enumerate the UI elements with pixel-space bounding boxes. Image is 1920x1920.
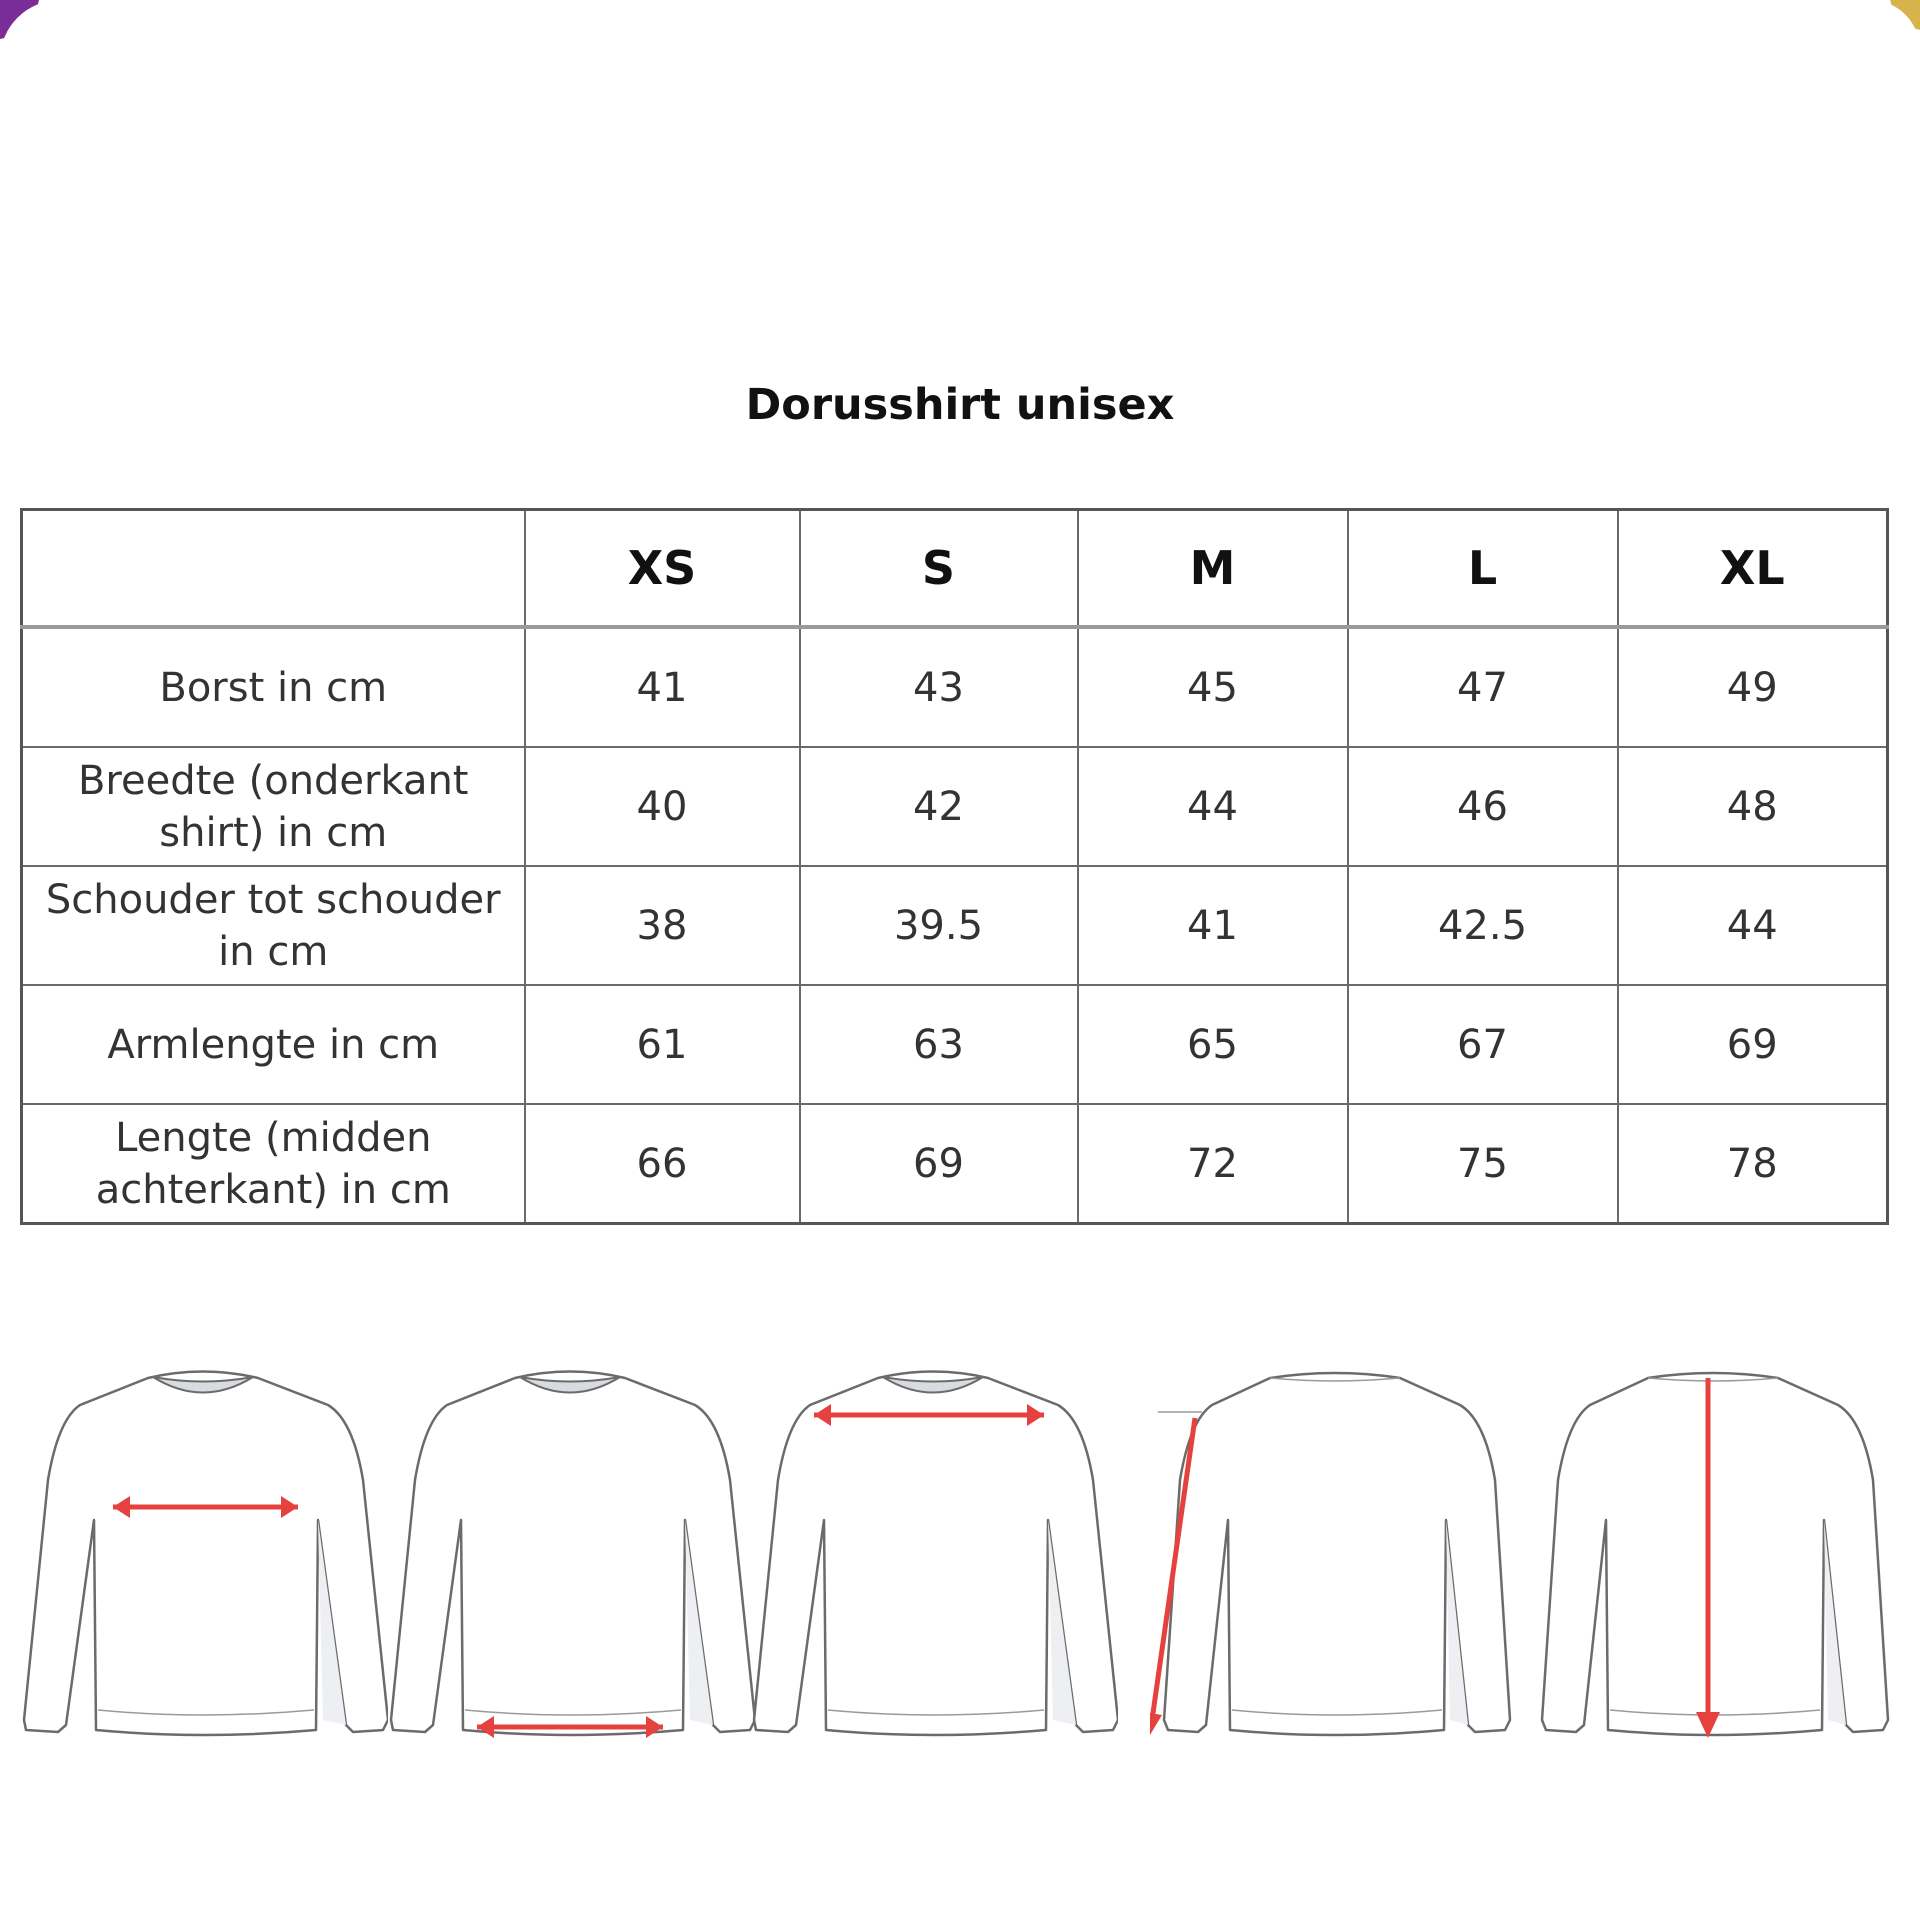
table-cell: 47: [1348, 627, 1618, 747]
header-size-xs: XS: [525, 510, 800, 628]
header-size-xl: XL: [1618, 510, 1888, 628]
table-row-borst: [22, 627, 1888, 747]
table-cell: 75: [1348, 1104, 1618, 1224]
table-cell: 42.5: [1348, 866, 1618, 985]
table-cell: 43: [800, 627, 1078, 747]
table-row-breedte: [22, 747, 1888, 866]
header-row: [22, 510, 1888, 628]
shirt-figure-shoulder: [748, 1360, 1118, 1760]
row-label: [22, 747, 525, 866]
header-size-m: M: [1078, 510, 1348, 628]
row-label-line: shirt) in cm: [159, 809, 388, 856]
table-cell: 65: [1078, 985, 1348, 1104]
table-cell: 67: [1348, 985, 1618, 1104]
table-cell: 44: [1078, 747, 1348, 866]
table-row-armlengte: [22, 985, 1888, 1104]
row-label-line: Schouder tot schouder: [45, 876, 501, 923]
header-size-l: L: [1348, 510, 1618, 628]
shirt-figure-bottom: [385, 1360, 755, 1760]
shirt-figure-chest: [18, 1360, 388, 1760]
shirt-figure-arm: [1150, 1360, 1520, 1760]
table-cell: 46: [1348, 747, 1618, 866]
table-cell: 61: [525, 985, 800, 1104]
table-cell: 49: [1618, 627, 1888, 747]
row-label-line: achterkant) in cm: [95, 1166, 451, 1213]
table-cell: 40: [525, 747, 800, 866]
table-cell: 69: [1618, 985, 1888, 1104]
header-size-s: S: [800, 510, 1078, 628]
table-cell: 44: [1618, 866, 1888, 985]
row-label-line: in cm: [218, 928, 329, 975]
shirt-front-icon: [385, 1360, 755, 1760]
row-label-line: Breedte (onderkant: [77, 757, 469, 804]
row-label: [22, 866, 525, 985]
table-row-schouder: [22, 866, 1888, 985]
size-table: [20, 508, 1889, 1225]
table-cell: 41: [525, 627, 800, 747]
shirt-figure-length: [1528, 1360, 1898, 1760]
row-label: Armlengte in cm: [22, 985, 525, 1104]
measurement-figures: [0, 1360, 1920, 1760]
table-row-lengte: [22, 1104, 1888, 1224]
table-cell: 39.5: [800, 866, 1078, 985]
shirt-front-icon: [748, 1360, 1118, 1760]
page-title: Dorusshirt unisex: [745, 380, 1175, 430]
table-cell: 72: [1078, 1104, 1348, 1224]
table-cell: 41: [1078, 866, 1348, 985]
table-cell: 63: [800, 985, 1078, 1104]
header-empty: [22, 510, 525, 628]
row-label-line: Lengte (midden: [115, 1114, 432, 1161]
row-label: Borst in cm: [22, 627, 525, 747]
table-cell: 78: [1618, 1104, 1888, 1224]
table-cell: 66: [525, 1104, 800, 1224]
table-cell: 45: [1078, 627, 1348, 747]
table-cell: 38: [525, 866, 800, 985]
shirt-back-icon: [1150, 1360, 1520, 1760]
row-label: [22, 1104, 525, 1224]
table-cell: 42: [800, 747, 1078, 866]
shirt-back-icon: [1528, 1360, 1898, 1760]
shirt-front-icon: [18, 1360, 388, 1760]
table-cell: 69: [800, 1104, 1078, 1224]
table-cell: 48: [1618, 747, 1888, 866]
